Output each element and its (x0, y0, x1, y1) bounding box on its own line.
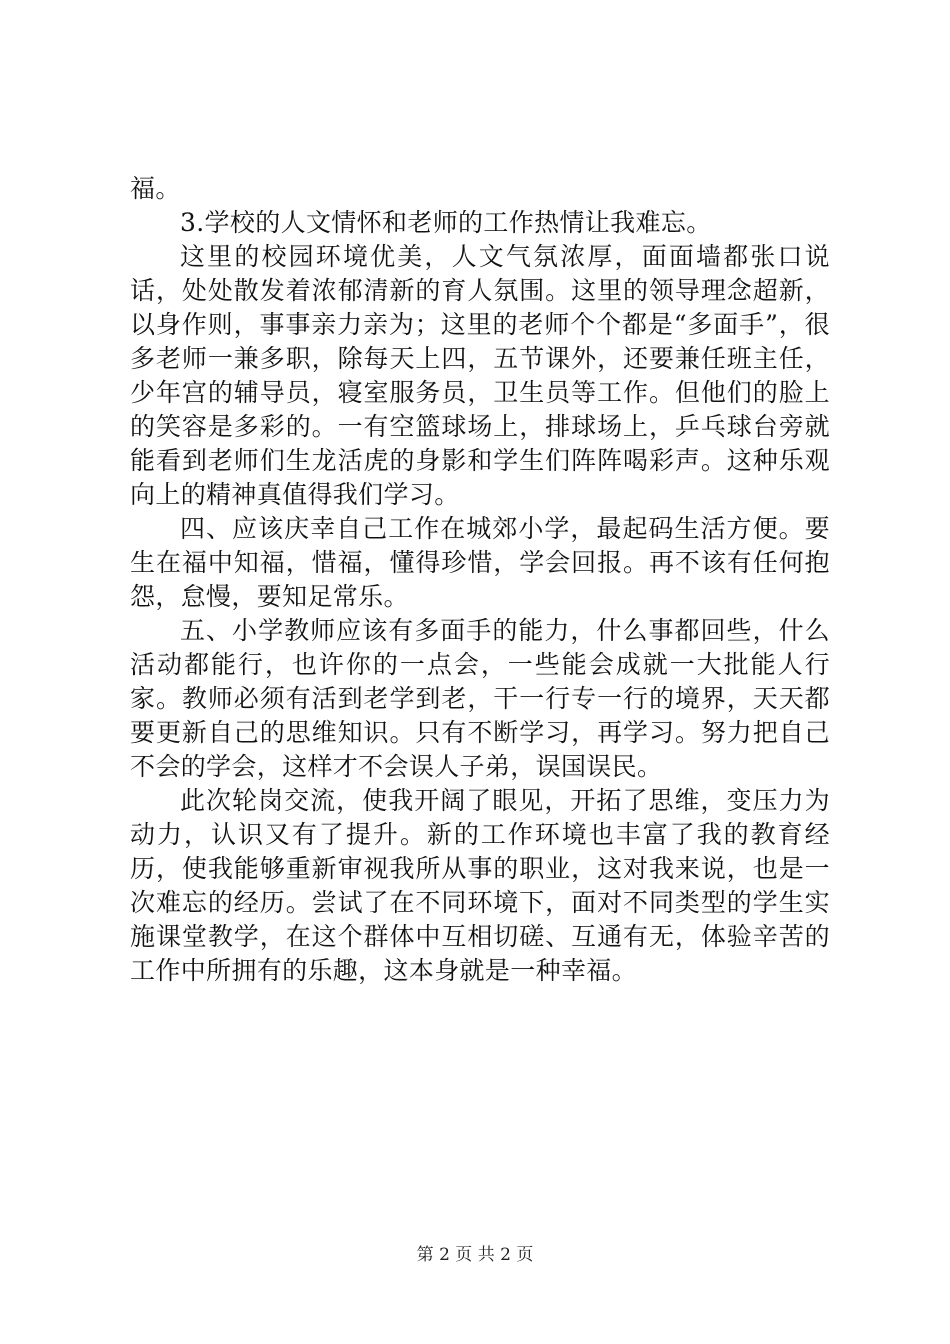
page-number-label: 第 2 页 共 2 页 (416, 1245, 534, 1265)
paragraph-5: 五、小学教师应该有多面手的能力，什么事都回些，什么活动都能行，也许你的一点会，一些能会成就一大批能人行家。教师必须有活到老学到老，干一行专一行的境界，天天都要更新自己的思维知识。只有不断学习，再学习。努力把自己不会的学会，这样才不会误人子弟，误国误民。 (130, 616, 830, 781)
page-footer (0, 1244, 950, 1266)
paragraph-4: 四、应该庆幸自己工作在城郊小学，最起码生活方便。要生在福中知福，惜福，懂得珍惜，学会回报。再不该有任何抱怨，怠慢，要知足常乐。 (130, 514, 830, 611)
paragraph-2: 3.学校的人文情怀和老师的工作热情让我难忘。 (180, 208, 712, 237)
paragraph-1: 福。 (130, 174, 181, 203)
paragraph-3: 这里的校园环境优美，人文气氛浓厚，面面墙都张口说话，处处散发着浓郁清新的育人氛围。这里的领导理念超新，以身作则，事事亲力亲为；这里的老师个个都是“多面手”，很多老师一兼多职，除每天上四，五节课外，还要兼任班主任，少年宫的辅导员，寝室服务员，卫生员等工作。但他们的脸上的笑容是多彩的。一有空篮球场上，排球场上，乒乓球台旁就能看到老师们生龙活虎的身影和学生们阵阵喝彩声。这种乐观向上的精神真值得我们学习。 (130, 242, 830, 509)
paragraph-6: 此次轮岗交流，使我开阔了眼见，开拓了思维，变压力为动力，认识又有了提升。新的工作环境也丰富了我的教育经历，使我能够重新审视我所从事的职业，这对我来说，也是一次难忘的经历。尝试了在不同环境下，面对不同类型的学生实施课堂教学，在这个群体中互相切磋、互通有无，体验辛苦的工作中所拥有的乐趣，这本身就是一种幸福。 (130, 786, 830, 985)
body-text (130, 172, 830, 988)
